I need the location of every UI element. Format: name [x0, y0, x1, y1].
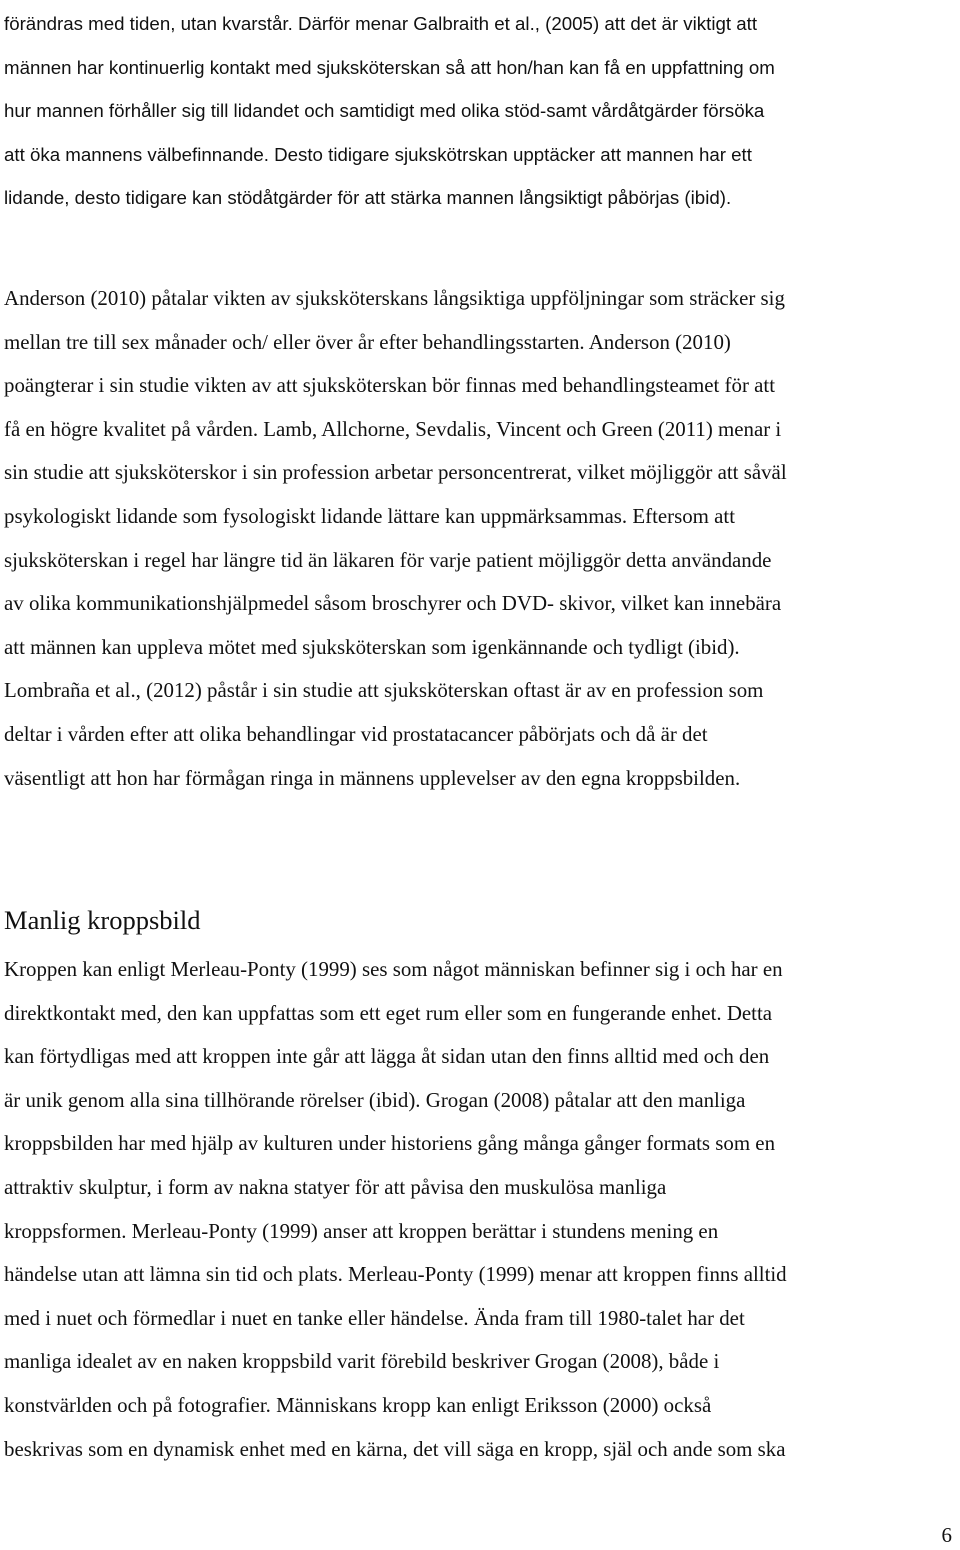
- text-line: mellan tre till sex månader och/ eller över år efter behandlingsstarten. Anderson (2010): [4, 329, 731, 354]
- text-line: lidande, desto tidigare kan stödåtgärder för att stärka mannen långsiktigt påbörjas (ibid).: [4, 187, 732, 209]
- paragraph-galbraith: [4, 2, 958, 220]
- text-line: få en högre kvalitet på vården. Lamb, Allchorne, Sevdalis, Vincent och Green (2011) menar i: [4, 416, 782, 441]
- text-line: direktkontakt med, den kan uppfattas som ett eget rum eller som en fungerande enhet. Detta: [4, 1000, 773, 1025]
- text-line: beskrivas som en dynamisk enhet med en kärna, det vill säga en kropp, själ och ande som ska: [4, 1436, 786, 1461]
- text-line: är unik genom alla sina tillhörande rörelser (ibid). Grogan (2008) påtalar att den manliga: [4, 1087, 746, 1112]
- text-line: konstvärlden och på fotografier. Människans kropp kan enligt Eriksson (2000) också: [4, 1392, 712, 1417]
- text-line: att öka mannens välbefinnande. Desto tidigare sjukskötrskan upptäcker att mannen har ett: [4, 143, 752, 165]
- text-line: Kroppen kan enligt Merleau-Ponty (1999) ses som något människan befinner sig i och har en: [4, 957, 783, 981]
- text-line: sjuksköterskan i regel har längre tid än läkaren för varje patient möjliggör detta användande: [4, 547, 772, 572]
- text-line: psykologiskt lidande som fysologiskt lidande lättare kan uppmärksammas. Eftersom att: [4, 503, 736, 528]
- text-line: kroppsbilden har med hjälp av kulturen under historiens gång många gånger formats som en: [4, 1131, 776, 1156]
- text-line: manliga idealet av en naken kroppsbild varit förebild beskriver Grogan (2008), både i: [4, 1349, 720, 1374]
- text-line: deltar i vården efter att olika behandlingar vid prostatacancer påbörjats och då är det: [4, 721, 708, 746]
- paragraph-kroppsbild: [4, 948, 958, 1471]
- text-line: händelse utan att lämna sin tid och plats. Merleau-Ponty (1999) menar att kroppen finns alltid: [4, 1262, 787, 1287]
- text-line: Anderson (2010) påtalar vikten av sjuksköterskans långsiktiga uppföljningar som sträcker sig: [4, 286, 785, 310]
- text-line: Lombraña et al., (2012) påstår i sin studie att sjuksköterskan oftast är av en profession som: [4, 678, 764, 703]
- text-line: förändras med tiden, utan kvarstår. Därför menar Galbraith et al., (2005) att det är viktigt att: [4, 13, 758, 34]
- text-line: av olika kommunikationshjälpmedel såsom broschyrer och DVD- skivor, vilket kan innebära: [4, 591, 782, 616]
- page-number: 6: [941, 1523, 952, 1547]
- text-line: hur mannen förhåller sig till lidandet och samtidigt med olika stöd-samt vårdåtgärder försöka: [4, 100, 765, 122]
- text-line: männen har kontinuerlig kontakt med sjuksköterskan så att hon/han kan få en uppfattning om: [4, 56, 775, 78]
- text-line: kroppsformen. Merleau-Ponty (1999) anser att kroppen berättar i stundens mening en: [4, 1218, 719, 1243]
- section-heading: Manlig kroppsbild: [4, 905, 201, 935]
- text-line: sin studie att sjuksköterskor i sin profession arbetar personcentrerat, vilket möjliggör att såväl: [4, 460, 787, 485]
- text-line: kan förtydligas med att kroppen inte går att lägga åt sidan utan den finns alltid med och den: [4, 1044, 770, 1069]
- text-line: att männen kan uppleva mötet med sjuksköterskan som igenkännande och tydligt (ibid).: [4, 634, 740, 659]
- paragraph-anderson: [4, 277, 958, 800]
- text-line: poängterar i sin studie vikten av att sjuksköterskan bör finnas med behandlingsteamet för att: [4, 373, 776, 398]
- text-line: attraktiv skulptur, i form av nakna statyer för att påvisa den muskulösa manliga: [4, 1174, 667, 1199]
- text-line: med i nuet och förmedlar i nuet en tanke eller händelse. Ända fram till 1980-talet har det: [4, 1305, 745, 1330]
- text-line: väsentligt att hon har förmågan ringa in männens upplevelser av den egna kroppsbilden.: [4, 765, 741, 790]
